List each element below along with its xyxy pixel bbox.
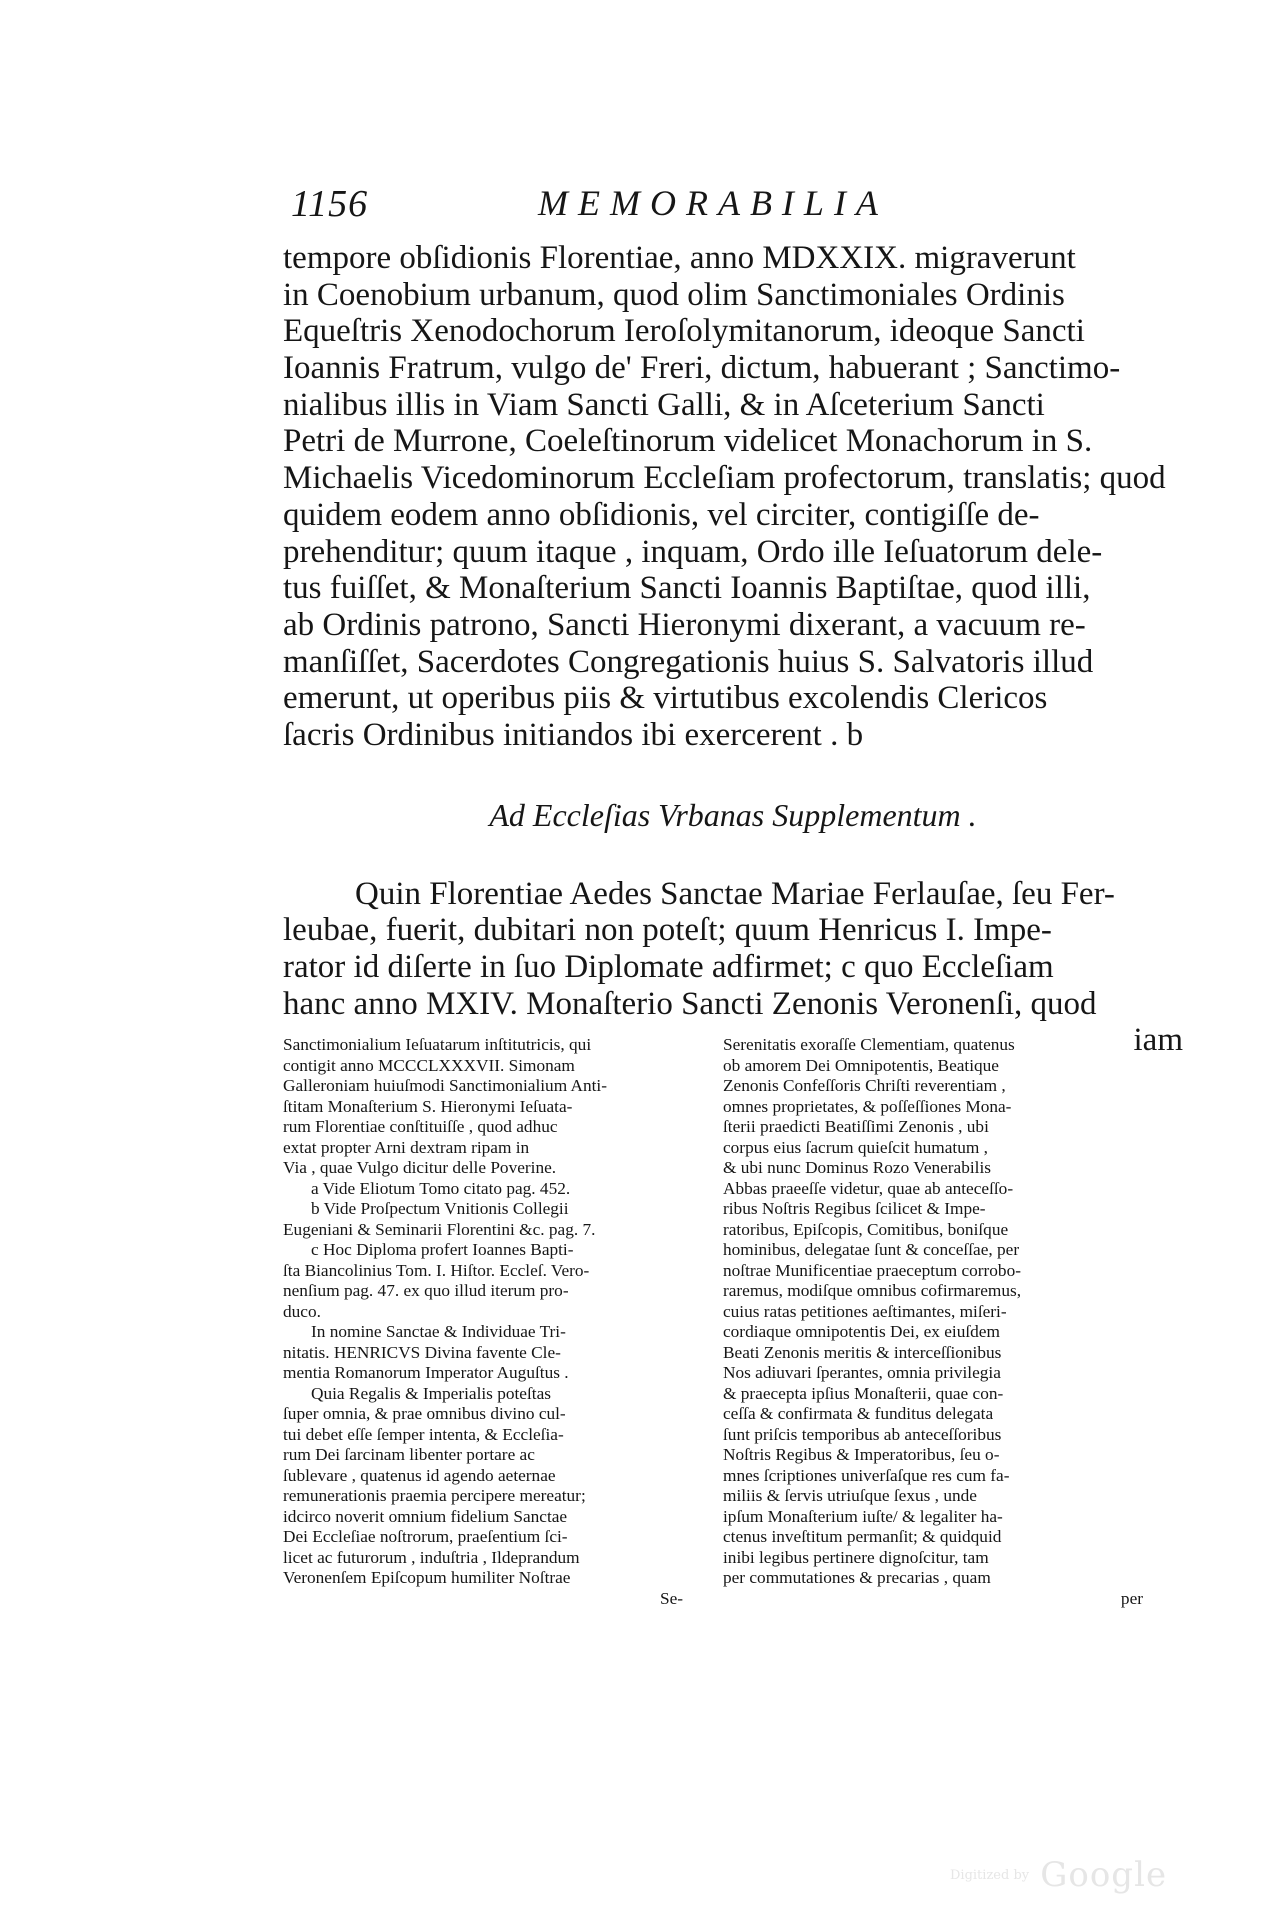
text-line: Ioannis Fratrum, vulgo de' Freri, dictum, habuerant ; Sanctimo- bbox=[283, 350, 1121, 387]
note-line: mentia Romanorum Imperator Auguſtus . bbox=[283, 1363, 569, 1382]
note-line: hominibus, delegatae ſunt & conceſſae, per bbox=[723, 1240, 1020, 1259]
note-line: ob amorem Dei Omnipotentis, Beatique bbox=[723, 1055, 999, 1075]
text-line: leubae, fuerit, dubitari non poteſt; quum Henricus I. Impe- bbox=[283, 912, 1052, 949]
text-line: rator id diſerte in ſuo Diplomate adfirmet; c quo Eccleſiam bbox=[283, 949, 1054, 985]
note-line: & ubi nunc Dominus Rozo Venerabilis bbox=[723, 1158, 991, 1177]
note-line: cordiaque omnipotentis Dei, ex eiuſdem bbox=[723, 1322, 1000, 1341]
note-line: extat propter Arni dextram ripam in bbox=[283, 1137, 530, 1157]
text-line: ſacris Ordinibus initiandos ibi exercerent . b bbox=[283, 716, 864, 753]
note-line: ſtitam Monaſterium S. Hieronymi Ieſuata- bbox=[283, 1096, 573, 1116]
note-line: Galleroniam huiuſmodi Sanctimonialium Anti- bbox=[283, 1076, 607, 1095]
page-number: 1156 bbox=[291, 183, 369, 225]
note-line: Nos adiuvari ſperantes, omnia privilegia bbox=[723, 1363, 1001, 1382]
note-line: Serenitatis exoraſſe Clementiam, quatenus bbox=[723, 1035, 1015, 1054]
paragraph-2 bbox=[283, 876, 1183, 1059]
note-line: ratoribus, Epiſcopis, Comitibus, boniſque bbox=[723, 1219, 1009, 1239]
text-line: tus fuiſſet, & Monaſterium Sancti Ioannis Baptiſtae, quod illi, bbox=[283, 570, 1091, 607]
footnotes-right-column bbox=[723, 1035, 1163, 1609]
note-line: rum Dei ſarcinam libenter portare ac bbox=[283, 1445, 535, 1464]
note-line: ſublevare , quatenus id agendo aeternae bbox=[283, 1465, 556, 1485]
spacer bbox=[283, 840, 1183, 876]
note-line: nenſium pag. 47. ex quo illud iterum pro- bbox=[283, 1281, 569, 1300]
catchword: iam bbox=[1133, 1022, 1183, 1059]
watermark-small-text: Digitized by bbox=[950, 1867, 1030, 1883]
note-line: Zenonis Confeſſoris Chriſti reverentiam , bbox=[723, 1076, 1006, 1095]
text-line: Quin Florentiae Aedes Sanctae Mariae Ferlauſae, ſeu Fer- bbox=[355, 875, 1115, 912]
note-line: Sanctimonialium Ieſuatarum inſtitutricis, qui bbox=[283, 1035, 592, 1054]
note-line: ribus Noſtris Regibus ſcilicet & Impe- bbox=[723, 1199, 986, 1218]
note-line: nitatis. HENRICVS Divina favente Cle- bbox=[283, 1342, 561, 1362]
note-line: & praecepta ipſius Monaſterii, quae con- bbox=[723, 1383, 1004, 1403]
footnote-b: b Vide Proſpectum Vnitionis Collegii bbox=[311, 1199, 569, 1218]
text-line: quidem eodem anno obſidionis, vel circiter, contigiſſe de- bbox=[283, 496, 1040, 533]
note-line: rum Florentiae conſtituiſſe , quod adhuc bbox=[283, 1117, 558, 1136]
note-line: ſuper omnia, & prae omnibus divino cul- bbox=[283, 1404, 566, 1423]
spacer bbox=[283, 754, 1183, 790]
note-line: Eugeniani & Seminarii Florentini &c. pag. 7. bbox=[283, 1219, 596, 1239]
text-line: ab Ordinis patrono, Sancti Hieronymi dixerant, a vacuum re- bbox=[283, 606, 1086, 643]
text-line: manſiſſet, Sacerdotes Congregationis huius S. Salvatoris illud bbox=[283, 643, 1094, 680]
running-head: MEMORABILIA bbox=[538, 183, 888, 223]
note-line: Via , quae Vulgo dicitur delle Poverine. bbox=[283, 1158, 557, 1177]
footnote-c: c Hoc Diploma profert Ioannes Bapti- bbox=[311, 1240, 574, 1259]
note-line: cuius ratas petitiones aeſtimantes, miſeri- bbox=[723, 1301, 1007, 1321]
note-line: mnes ſcriptiones univerſaſque res cum fa- bbox=[723, 1465, 1010, 1485]
note-line: ſunt priſcis temporibus ab anteceſſoribus bbox=[723, 1424, 1002, 1444]
note-line: Noſtris Regibus & Imperatoribus, ſeu o- bbox=[723, 1445, 1000, 1464]
notes-left-catchword: Se- bbox=[659, 1588, 683, 1608]
text-line: emerunt, ut operibus piis & virtutibus excolendis Clericos bbox=[283, 680, 1048, 717]
footnotes-left-column bbox=[283, 1035, 703, 1609]
text-line: Equeſtris Xenodochorum Ieroſolymitanorum, ideoque Sancti bbox=[283, 313, 1085, 350]
text-line: hanc anno MXIV. Monaſterio Sancti Zenonis Veronenſi, quod bbox=[283, 985, 1097, 1022]
digitized-watermark bbox=[950, 1855, 1167, 1895]
note-line: inibi legibus pertinere dignoſcitur, tam bbox=[723, 1547, 989, 1567]
note-line: ſterii praedicti Beatiſſimi Zenonis , ubi bbox=[723, 1117, 989, 1136]
note-line: Quia Regalis & Imperialis poteſtas bbox=[311, 1383, 551, 1403]
footnote-a: a Vide Eliotum Tomo citato pag. 452. bbox=[311, 1178, 571, 1198]
notes-right-catchword: per bbox=[1120, 1588, 1143, 1608]
note-line: Abbas praeeſſe videtur, quae ab anteceſſo- bbox=[723, 1178, 1014, 1198]
note-line: Dei Eccleſiae noſtrorum, praeſentium ſci- bbox=[283, 1527, 568, 1546]
note-line: tui debet eſſe ſemper intenta, & Eccleſia- bbox=[283, 1424, 564, 1444]
text-line: tempore obſidionis Florentiae, anno MDXXIX. migraverunt bbox=[283, 240, 1076, 276]
note-line: licet ac futurorum , induſtria , Ildeprandum bbox=[283, 1547, 580, 1567]
text-line: nialibus illis in Viam Sancti Galli, & in Aſceterium Sancti bbox=[283, 386, 1045, 423]
text-line: prehenditur; quum itaque , inquam, Ordo ille Ieſuatorum dele- bbox=[283, 533, 1103, 570]
note-line: omnes proprietates, & poſſeſſiones Mona- bbox=[723, 1096, 1012, 1116]
note-line: raremus, modiſque omnibus cofirmaremus, bbox=[723, 1281, 1022, 1300]
main-text bbox=[283, 240, 1183, 1059]
watermark-logo-text: Google bbox=[1040, 1855, 1168, 1895]
note-line: ipſum Monaſterium iuſte/ & legaliter ha- bbox=[723, 1506, 1003, 1526]
note-line: ceſſa & confirmata & funditus delegata bbox=[723, 1404, 994, 1423]
note-line: Veronenſem Epiſcopum humiliter Noſtrae bbox=[283, 1568, 571, 1587]
paragraph-1 bbox=[283, 240, 1183, 754]
note-line: In nomine Sanctae & Individuae Tri- bbox=[311, 1322, 566, 1341]
note-line: Beati Zenonis meritis & interceſſionibus bbox=[723, 1342, 1002, 1362]
text-line: Petri de Murrone, Coeleſtinorum videlicet Monachorum in S. bbox=[283, 423, 1093, 460]
note-line: noſtrae Munificentiae praeceptum corrobo- bbox=[723, 1260, 1021, 1280]
note-line: duco. bbox=[283, 1301, 321, 1321]
note-line: corpus eius ſacrum quieſcit humatum , bbox=[723, 1137, 988, 1157]
note-line: miliis & ſervis utriuſque ſexus , unde bbox=[723, 1486, 977, 1505]
text-line: in Coenobium urbanum, quod olim Sanctimoniales Ordinis bbox=[283, 276, 1065, 313]
section-heading: Ad Eccleſias Vrbanas Supplementum . bbox=[489, 796, 977, 833]
note-line: ctenus inveſtitum permanſit; & quidquid bbox=[723, 1527, 1002, 1546]
page-header bbox=[283, 182, 1043, 234]
note-line: per commutationes & precarias , quam bbox=[723, 1568, 991, 1587]
note-line: idcirco noverit omnium fidelium Sanctae bbox=[283, 1506, 568, 1526]
text-line: Michaelis Vicedominorum Eccleſiam profectorum, translatis; quod bbox=[283, 460, 1166, 497]
note-line: ſta Biancolinius Tom. I. Hiſtor. Eccleſ. Vero- bbox=[283, 1260, 590, 1280]
note-line: remunerationis praemia percipere mereatur; bbox=[283, 1486, 586, 1505]
note-line: contigit anno MCCCLXXXVII. Simonam bbox=[283, 1055, 575, 1075]
